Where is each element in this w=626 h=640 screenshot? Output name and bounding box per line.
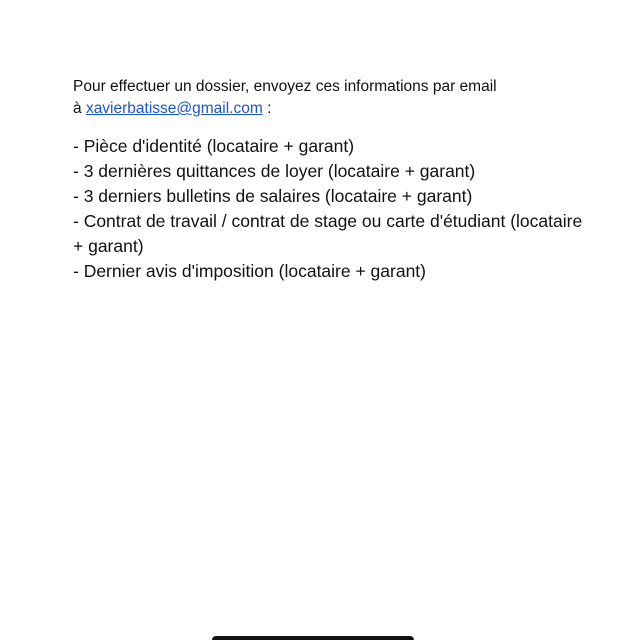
- intro-paragraph: [73, 76, 593, 120]
- list-item: - Contrat de travail / contrat de stage ou carte d'étudiant (locataire + garant): [73, 211, 583, 256]
- list-item: - 3 derniers bulletins de salaires (locataire + garant): [73, 186, 473, 206]
- home-indicator[interactable]: [212, 636, 414, 640]
- intro-text: Pour effectuer un dossier, envoyez ces informations par email: [73, 78, 497, 95]
- document-body: [73, 76, 593, 284]
- list-item: - Dernier avis d'imposition (locataire + garant): [73, 261, 426, 281]
- list-item: - Pièce d'identité (locataire + garant): [73, 136, 355, 156]
- email-link[interactable]: xavierbatisse@gmail.com: [85, 100, 263, 117]
- intro-prefix: à: [73, 100, 82, 117]
- documents-list: [73, 134, 593, 284]
- intro-suffix: :: [267, 100, 272, 117]
- list-item: - 3 dernières quittances de loyer (locataire + garant): [73, 161, 476, 181]
